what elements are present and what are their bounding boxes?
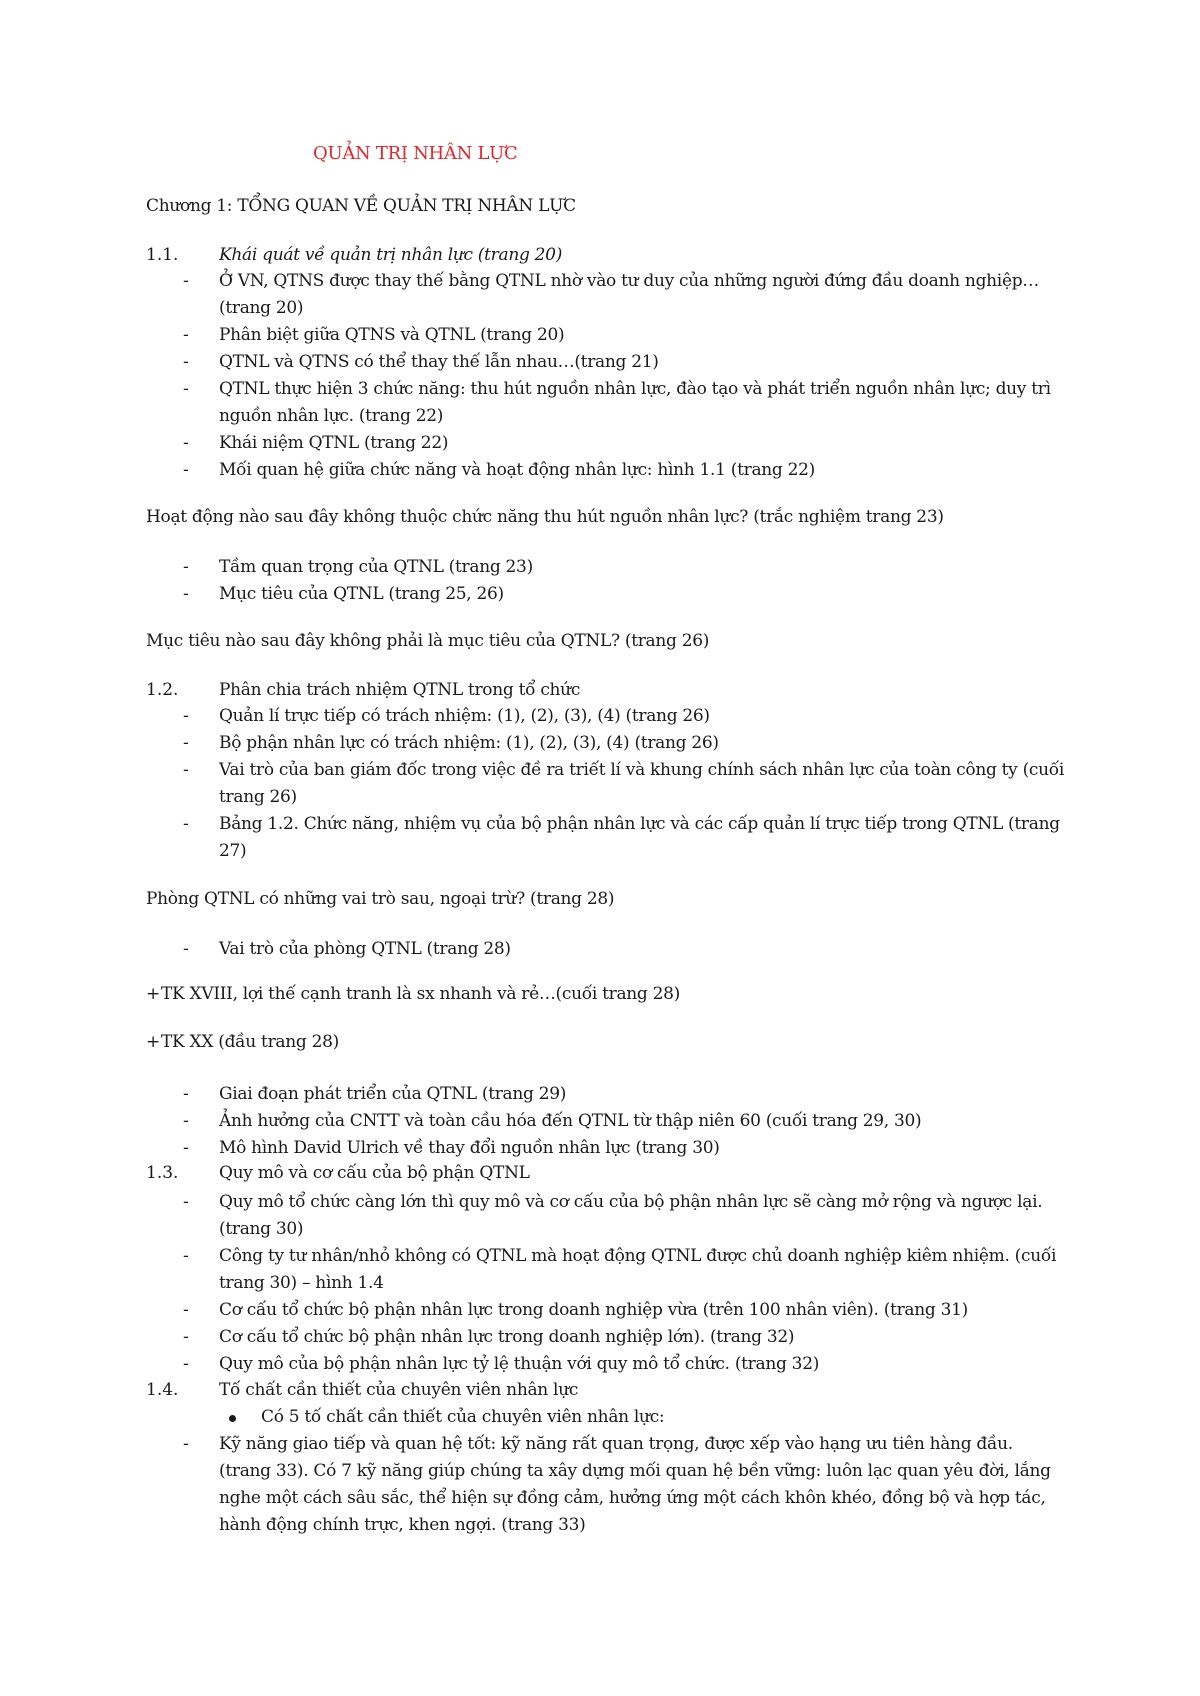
list-item: Công ty tư nhân/nhỏ không có QTNL mà hoạt động QTNL được chủ doanh nghiệp kiêm nhiệm. (cuối trang 30) – hình 1.4 — [219, 1246, 1057, 1293]
bullet-dash: - — [183, 460, 189, 480]
bullet-dash: - — [183, 379, 189, 399]
section-title: Quy mô và cơ cấu của bộ phận QTNL — [219, 1163, 530, 1183]
bullet-dash: - — [183, 760, 189, 780]
list-item: Khái niệm QTNL (trang 22) — [219, 433, 449, 453]
section-number: 1.1. — [146, 245, 179, 265]
bullet-dash: - — [183, 1246, 189, 1266]
list-item: Mối quan hệ giữa chức năng và hoạt động nhân lực: hình 1.1 (trang 22) — [219, 460, 815, 480]
bullet-dash: - — [183, 1327, 189, 1347]
list-item: Cơ cấu tổ chức bộ phận nhân lực trong doanh nghiệp lớn). (trang 32) — [219, 1327, 795, 1347]
list-item: Cơ cấu tổ chức bộ phận nhân lực trong doanh nghiệp vừa (trên 100 nhân viên). (trang 31) — [219, 1300, 968, 1320]
list-item: Quy mô tổ chức càng lớn thì quy mô và cơ cấu của bộ phận nhân lực sẽ càng mở rộng và ngược lại.(trang 30) — [219, 1192, 1043, 1239]
section-number: 1.4. — [146, 1380, 179, 1400]
bullet-dash: - — [183, 1138, 189, 1158]
bullet-dash: - — [183, 271, 189, 291]
section-number: 1.3. — [146, 1163, 179, 1183]
list-item: Quy mô của bộ phận nhân lực tỷ lệ thuận với quy mô tổ chức. (trang 32) — [219, 1354, 820, 1374]
bullet-dash: - — [183, 1111, 189, 1131]
list-item: Quản lí trực tiếp có trách nhiệm: (1), (2), (3), (4) (trang 26) — [219, 706, 710, 726]
list-item: Ở VN, QTNS được thay thế bằng QTNL nhờ vào tư duy của những người đứng đầu doanh nghiệp…(trang 20) — [219, 271, 1039, 318]
list-item: QTNL và QTNS có thể thay thế lẫn nhau…(trang 21) — [219, 352, 659, 372]
bullet-dash: - — [183, 584, 189, 604]
section-title: Tố chất cần thiết của chuyên viên nhân lực — [219, 1380, 579, 1400]
bullet-dash: - — [183, 1300, 189, 1320]
list-item: Bộ phận nhân lực có trách nhiệm: (1), (2), (3), (4) (trang 26) — [219, 733, 719, 753]
list-item: Vai trò của phòng QTNL (trang 28) — [219, 939, 511, 959]
bullet-dash: - — [183, 325, 189, 345]
list-item: Ảnh hưởng của CNTT và toàn cầu hóa đến QTNL từ thập niên 60 (cuối trang 29, 30) — [219, 1111, 922, 1131]
list-item: Mô hình David Ulrich về thay đổi nguồn nhân lực (trang 30) — [219, 1138, 720, 1158]
plus-marker: + — [146, 984, 161, 1004]
bullet-dash: - — [183, 733, 189, 753]
bullet-dash: - — [183, 814, 189, 834]
bullet-dash: - — [183, 433, 189, 453]
bullet-dash: - — [183, 1354, 189, 1374]
section-title: Phân chia trách nhiệm QTNL trong tổ chức — [219, 680, 581, 700]
list-item: Vai trò của ban giám đốc trong việc đề ra triết lí và khung chính sách nhân lực của toàn công ty (cuối trang 26) — [219, 760, 1065, 807]
question-text: Phòng QTNL có những vai trò sau, ngoại trừ? (trang 28) — [146, 889, 615, 909]
bullet-dash: - — [183, 706, 189, 726]
bullet-dash: - — [183, 557, 189, 577]
bullet-dash: - — [183, 1084, 189, 1104]
list-item: Có 5 tố chất cần thiết của chuyên viên nhân lực: — [261, 1407, 665, 1427]
list-item: Tầm quan trọng của QTNL (trang 23) — [219, 557, 533, 577]
note-text: TK XVIII, lợi thế cạnh tranh là sx nhanh và rẻ…(cuối trang 28) — [161, 984, 680, 1004]
question-text: Hoạt động nào sau đây không thuộc chức năng thu hút nguồn nhân lực? (trắc nghiệm trang 23) — [146, 507, 944, 527]
section-title: Khái quát về quản trị nhân lực (trang 20) — [219, 245, 563, 265]
list-item: Mục tiêu của QTNL (trang 25, 26) — [219, 584, 504, 604]
list-item: QTNL thực hiện 3 chức năng: thu hút nguồn nhân lực, đào tạo và phát triển nguồn nhân lực; duy trì nguồn nhân lực. (trang 22) — [219, 379, 1051, 426]
chapter-heading: Chương 1: TỔNG QUAN VỀ QUẢN TRỊ NHÂN LỰC — [146, 196, 576, 216]
bullet-dash: - — [183, 1434, 189, 1454]
question-text: Mục tiêu nào sau đây không phải là mục tiêu của QTNL? (trang 26) — [146, 631, 710, 651]
bullet-dot-icon — [229, 1415, 236, 1422]
list-item: Bảng 1.2. Chức năng, nhiệm vụ của bộ phận nhân lực và các cấp quản lí trực tiếp trong QTNL (trang 27) — [219, 814, 1060, 861]
note-text: TK XX (đầu trang 28) — [161, 1032, 339, 1052]
list-item: Giai đoạn phát triển của QTNL (trang 29) — [219, 1084, 567, 1104]
bullet-dash: - — [183, 939, 189, 959]
list-item: Kỹ năng giao tiếp và quan hệ tốt: kỹ năng rất quan trọng, được xếp vào hạng ưu tiên hàng đầu. (trang 33). Có 7 kỹ năng giúp chúng ta xây dựng mối quan hệ bền vững: luôn lạc quan yêu đời, lắng nghe một cách sâu sắc, thể hiện sự đồng cảm, hưởng ứng một cách khôn khéo, đồng bộ và hợp tác, hành động chính trực, khen ngợi. (trang 33) — [219, 1434, 1051, 1535]
document-title: QUẢN TRỊ NHÂN LỰC — [313, 143, 518, 164]
bullet-dash: - — [183, 1192, 189, 1212]
list-item: Phân biệt giữa QTNS và QTNL (trang 20) — [219, 325, 565, 345]
plus-marker: + — [146, 1032, 161, 1052]
section-number: 1.2. — [146, 680, 179, 700]
bullet-dash: - — [183, 352, 189, 372]
